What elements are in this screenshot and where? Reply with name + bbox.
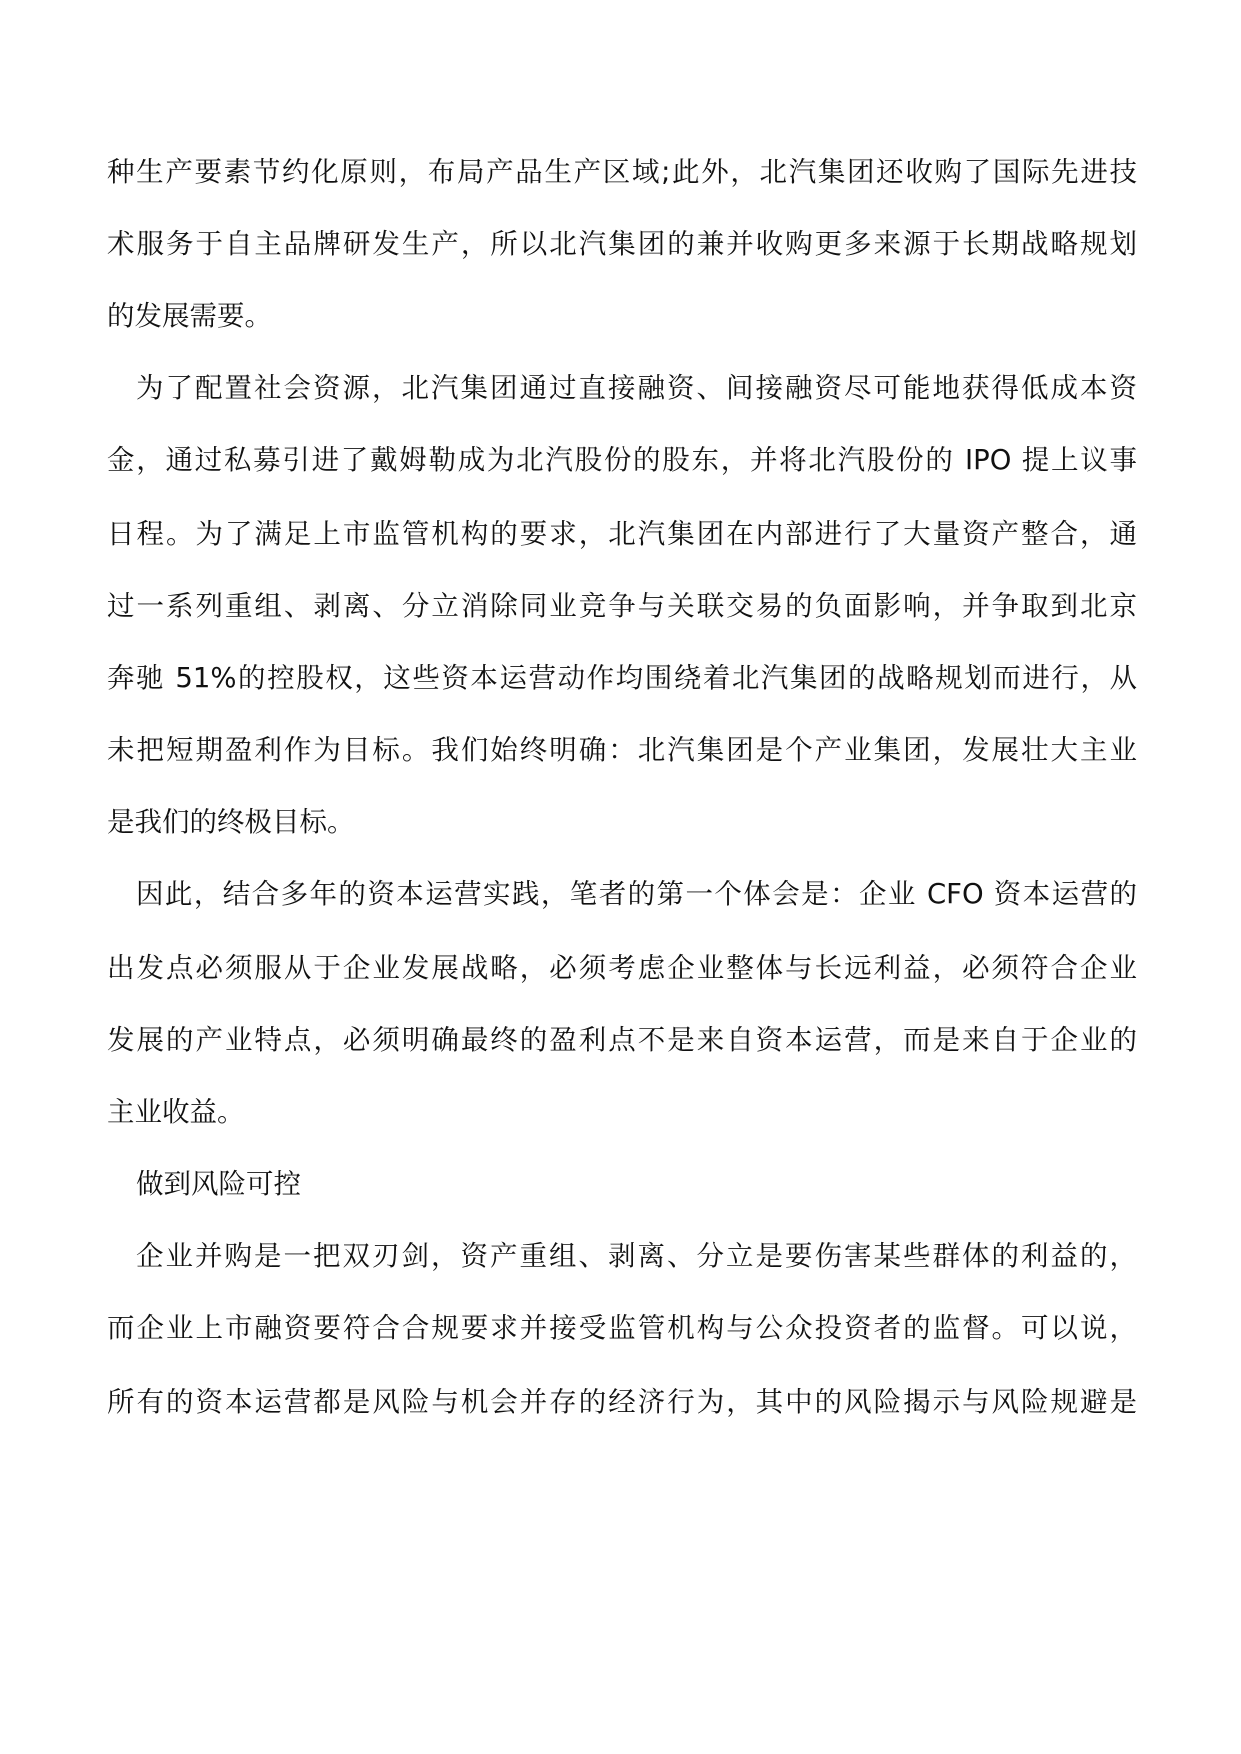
paragraph-line: 主业收益。 [107,1096,245,1128]
paragraph-line: 的发展需要。 [107,300,272,332]
section-heading: 做到风险可控 [136,1168,301,1200]
paragraph-line: 因此，结合多年的资本运营实践，笔者的第一个体会是：企业 CFO 资本运营的 [136,878,1137,910]
paragraph-line: 日程。为了满足上市监管机构的要求，北汽集团在内部进行了大量资产整合，通 [107,518,1137,550]
paragraph-line: 术服务于自主品牌研发生产，所以北汽集团的兼并收购更多来源于长期战略规划 [107,228,1137,260]
paragraph-line: 种生产要素节约化原则，布局产品生产区域;此外，北汽集团还收购了国际先进技 [107,156,1137,188]
paragraph-line: 过一系列重组、剥离、分立消除同业竞争与关联交易的负面影响，并争取到北京 [107,590,1137,622]
paragraph-line: 为了配置社会资源，北汽集团通过直接融资、间接融资尽可能地获得低成本资 [136,372,1137,404]
paragraph-line: 金，通过私募引进了戴姆勒成为北汽股份的股东，并将北汽股份的 IPO 提上议事 [107,444,1137,476]
paragraph-line: 而企业上市融资要符合合规要求并接受监管机构与公众投资者的监督。可以说， [107,1312,1137,1344]
paragraph-line: 企业并购是一把双刃剑，资产重组、剥离、分立是要伤害某些群体的利益的， [136,1240,1137,1272]
paragraph-line: 奔驰 51%的控股权，这些资本运营动作均围绕着北汽集团的战略规划而进行，从 [107,662,1137,694]
paragraph-line: 未把短期盈利作为目标。我们始终明确：北汽集团是个产业集团，发展壮大主业 [107,734,1137,766]
paragraph-line: 发展的产业特点，必须明确最终的盈利点不是来自资本运营，而是来自于企业的 [107,1024,1137,1056]
paragraph-line: 出发点必须服从于企业发展战略，必须考虑企业整体与长远利益，必须符合企业 [107,952,1137,984]
paragraph-line: 是我们的终极目标。 [107,806,355,838]
paragraph-line: 所有的资本运营都是风险与机会并存的经济行为，其中的风险揭示与风险规避是 [107,1386,1137,1418]
